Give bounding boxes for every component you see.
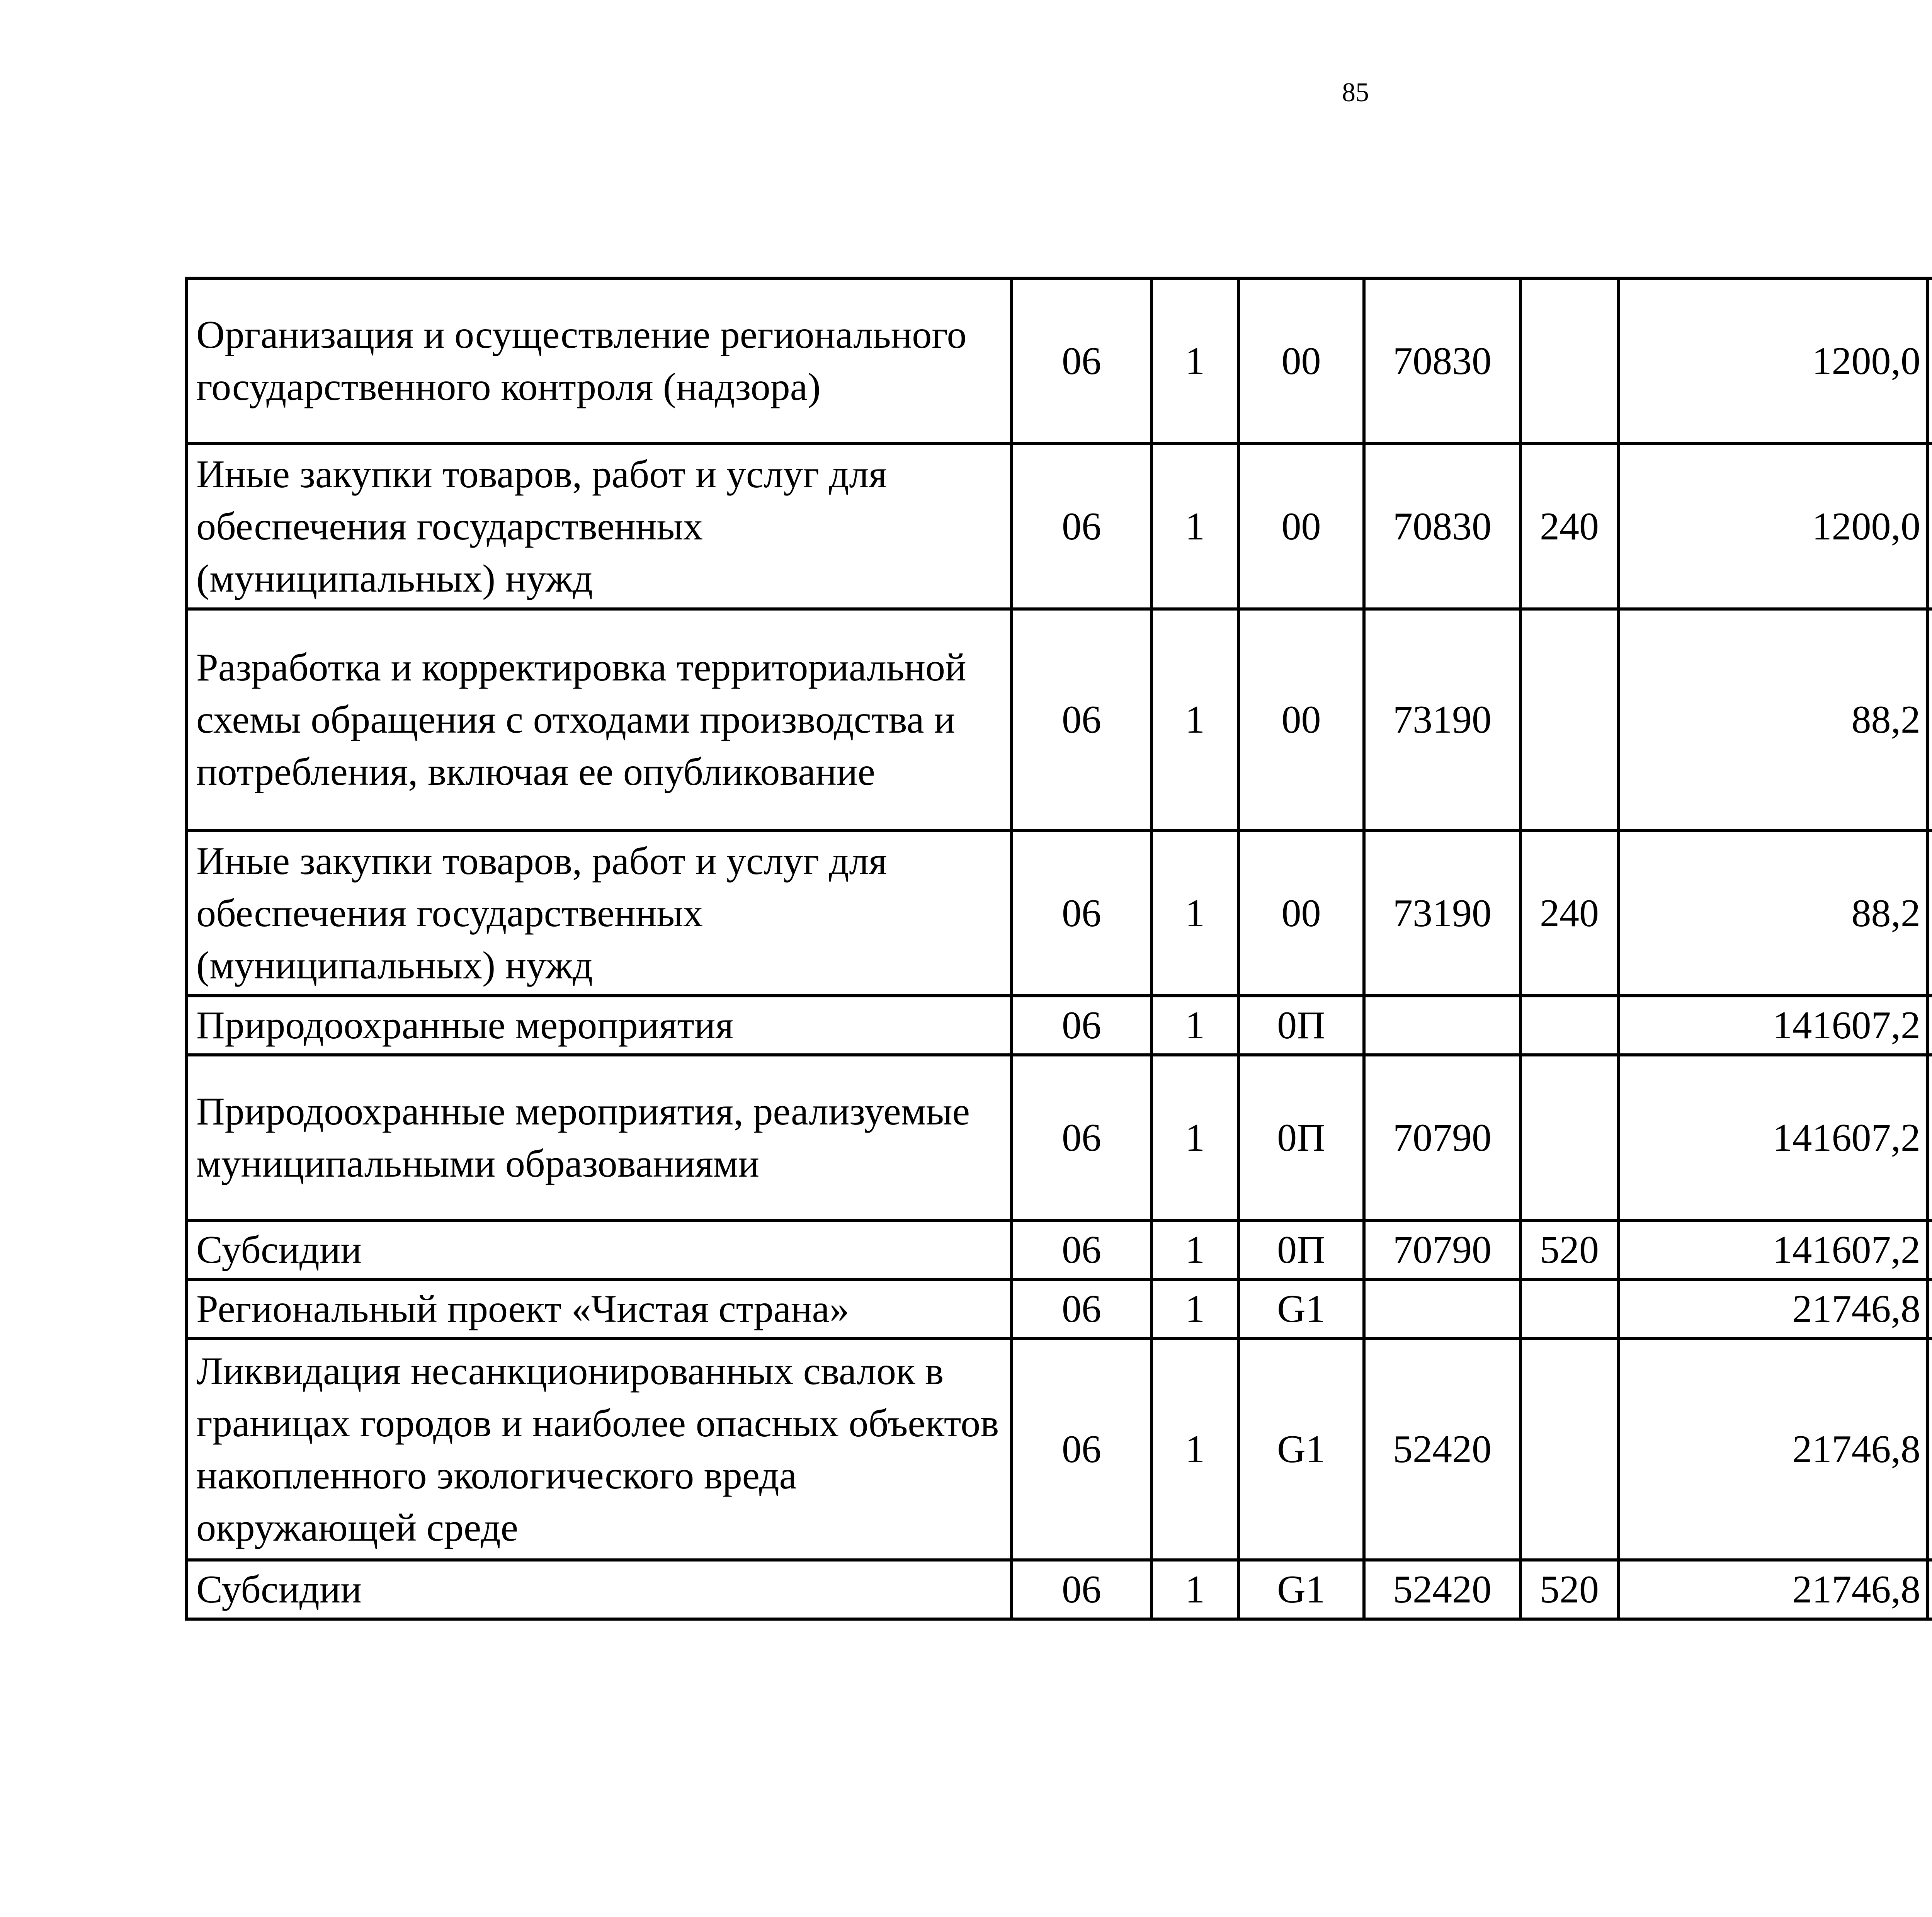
section-code-cell: 06 [1012,1220,1151,1279]
section-code-cell: 06 [1012,1279,1151,1339]
amount-year1-cell: 141607,2 [1618,1055,1927,1220]
row-name-cell: Ликвидация несанкционированных свалок в границах городов и наиболее опасных объектов накопленного экологического вреда окружающей среде [186,1339,1012,1560]
subprogram-code-cell: 0П [1238,996,1364,1055]
amount-year1-cell: 141607,2 [1618,1220,1927,1279]
subprogram-code-cell: 0П [1238,1220,1364,1279]
table-row [186,1055,1932,1220]
expense-type-code-cell [1520,278,1618,444]
program-code-cell: 1 [1151,830,1238,996]
amount-year2-cell [1927,444,1932,609]
program-code-cell: 1 [1151,609,1238,830]
amount-year2-cell [1927,1220,1932,1279]
expense-type-code-cell [1520,996,1618,1055]
page-number: 85 [1342,78,1369,107]
target-item-code-cell: 70830 [1364,278,1520,444]
subprogram-code-cell: 00 [1238,278,1364,444]
subprogram-code-cell: 0П [1238,1055,1364,1220]
subprogram-code-cell: 00 [1238,609,1364,830]
row-name-cell: Организация и осуществление регионального государственного контроля (надзора) [186,278,1012,444]
section-code-cell: 06 [1012,444,1151,609]
target-item-code-cell: 52420 [1364,1560,1520,1619]
section-code-cell: 06 [1012,278,1151,444]
program-code-cell: 1 [1151,1055,1238,1220]
table-row [186,609,1932,830]
row-name-cell: Иные закупки товаров, работ и услуг для обеспечения государственных (муниципальных) нужд [186,444,1012,609]
row-name-cell: Иные закупки товаров, работ и услуг для обеспечения государственных (муниципальных) нужд [186,830,1012,996]
table-row [186,830,1932,996]
subprogram-code-cell: 00 [1238,444,1364,609]
section-code-cell: 06 [1012,1560,1151,1619]
section-code-cell: 06 [1012,1339,1151,1560]
subprogram-code-cell: 00 [1238,830,1364,996]
expense-type-code-cell [1520,1055,1618,1220]
expense-type-code-cell [1520,1339,1618,1560]
amount-year1-cell: 1200,0 [1618,278,1927,444]
amount-year1-cell: 21746,8 [1618,1339,1927,1560]
amount-year2-cell [1927,1560,1932,1619]
amount-year1-cell: 1200,0 [1618,444,1927,609]
target-item-code-cell: 73190 [1364,830,1520,996]
table-body [186,278,1932,1619]
target-item-code-cell [1364,1279,1520,1339]
section-code-cell: 06 [1012,996,1151,1055]
row-name-cell: Природоохранные мероприятия [186,996,1012,1055]
table-row [186,1339,1932,1560]
target-item-code-cell: 70830 [1364,444,1520,609]
amount-year2-cell [1927,1055,1932,1220]
table-row [186,996,1932,1055]
amount-year2-cell [1927,278,1932,444]
amount-year2-cell [1927,1339,1932,1560]
table-row [186,1560,1932,1619]
section-code-cell: 06 [1012,609,1151,830]
expense-type-code-cell [1520,609,1618,830]
table-row [186,1279,1932,1339]
program-code-cell: 1 [1151,278,1238,444]
expense-type-code-cell: 240 [1520,830,1618,996]
target-item-code-cell: 70790 [1364,1220,1520,1279]
row-name-cell: Субсидии [186,1220,1012,1279]
row-name-cell: Региональный проект «Чистая страна» [186,1279,1012,1339]
amount-year2-cell [1927,830,1932,996]
program-code-cell: 1 [1151,444,1238,609]
section-code-cell: 06 [1012,830,1151,996]
target-item-code-cell: 73190 [1364,609,1520,830]
program-code-cell: 1 [1151,1560,1238,1619]
target-item-code-cell: 52420 [1364,1339,1520,1560]
subprogram-code-cell: G1 [1238,1339,1364,1560]
row-name-cell: Разработка и корректировка территориальной схемы обращения с отходами производства и потребления, включая ее опубликование [186,609,1012,830]
program-code-cell: 1 [1151,1339,1238,1560]
section-code-cell: 06 [1012,1055,1151,1220]
budget-table [185,277,1932,1621]
expense-type-code-cell [1520,1279,1618,1339]
subprogram-code-cell: G1 [1238,1279,1364,1339]
amount-year1-cell: 141607,2 [1618,996,1927,1055]
subprogram-code-cell: G1 [1238,1560,1364,1619]
target-item-code-cell: 70790 [1364,1055,1520,1220]
amount-year1-cell: 88,2 [1618,830,1927,996]
amount-year1-cell: 21746,8 [1618,1560,1927,1619]
amount-year2-cell [1927,1279,1932,1339]
target-item-code-cell [1364,996,1520,1055]
table-row [186,278,1932,444]
row-name-cell: Субсидии [186,1560,1012,1619]
program-code-cell: 1 [1151,996,1238,1055]
expense-type-code-cell: 520 [1520,1220,1618,1279]
table-row [186,1220,1932,1279]
amount-year2-cell [1927,609,1932,830]
table-row [186,444,1932,609]
program-code-cell: 1 [1151,1220,1238,1279]
expense-type-code-cell: 240 [1520,444,1618,609]
expense-type-code-cell: 520 [1520,1560,1618,1619]
program-code-cell: 1 [1151,1279,1238,1339]
amount-year1-cell: 21746,8 [1618,1279,1927,1339]
amount-year1-cell: 88,2 [1618,609,1927,830]
amount-year2-cell [1927,996,1932,1055]
row-name-cell: Природоохранные мероприятия, реализуемые муниципальными образованиями [186,1055,1012,1220]
